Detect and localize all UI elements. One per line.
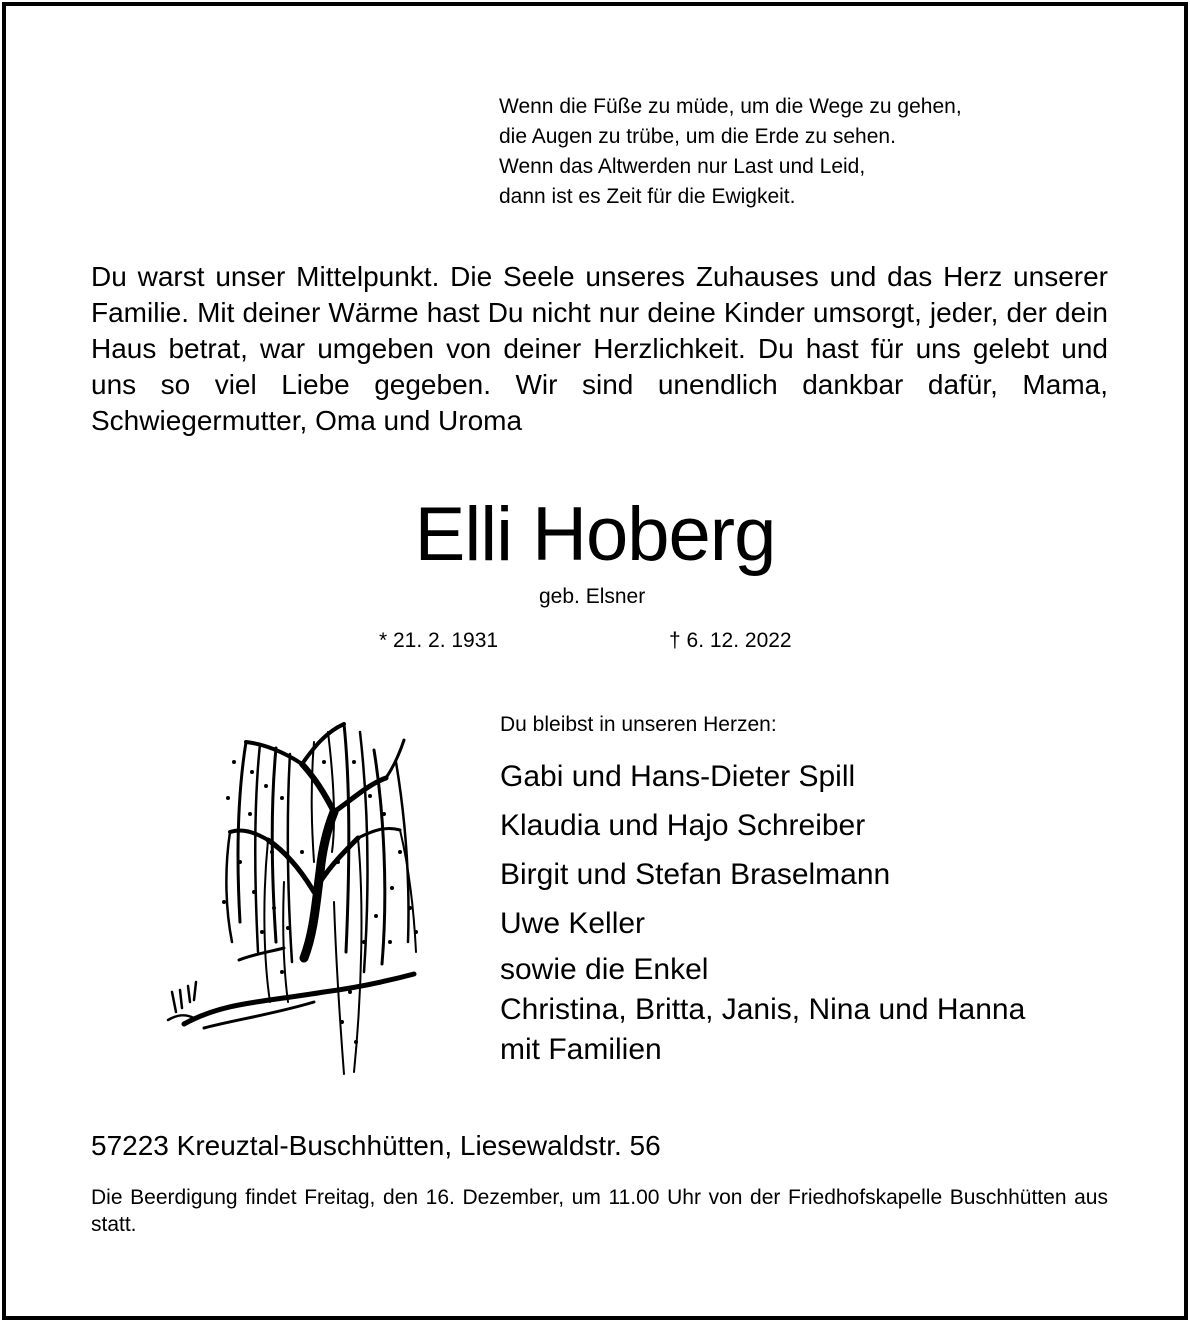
poem-line: dann ist es Zeit für die Ewigkeit. bbox=[499, 185, 796, 208]
poem-line: Wenn das Altwerden nur Last und Leid, bbox=[499, 155, 866, 178]
death-date: † 6. 12. 2022 bbox=[669, 629, 792, 652]
mourners-list bbox=[500, 752, 1025, 1070]
grandchildren-line: mit Familien bbox=[500, 1033, 662, 1066]
birth-date: * 21. 2. 1931 bbox=[379, 629, 499, 652]
mourner-name: Klaudia und Hajo Schreiber bbox=[500, 809, 866, 842]
grandchildren bbox=[500, 950, 1025, 1070]
poem-line: Wenn die Füße zu müde, um die Wege zu gehen, bbox=[499, 95, 962, 118]
mourner-name: Birgit und Stefan Braselmann bbox=[500, 858, 891, 891]
deceased-name: Elli Hoberg bbox=[414, 492, 776, 577]
mourners-intro: Du bleibst in unseren Herzen: bbox=[500, 713, 777, 736]
mourner-name: Gabi und Hans-Dieter Spill bbox=[500, 760, 856, 793]
mourner-name: Uwe Keller bbox=[500, 907, 646, 940]
funeral-notice: Die Beerdigung findet Freitag, den 16. Dezember, um 11.00 Uhr von der Friedhofskapelle Buschhütten aus statt. bbox=[91, 1186, 1108, 1236]
poem bbox=[499, 92, 962, 212]
poem-line: die Augen zu trübe, um die Erde zu sehen. bbox=[499, 125, 896, 148]
tribute-text: Du warst unser Mittelpunkt. Die Seele unseres Zuhauses und das Herz unserer Familie. Mit deiner Wärme hast Du nicht nur deine Kinder umsorgt, jeder, der dein Haus betrat, war umgeben von deiner Herzlichkeit. Du hast für uns gelebt und uns so viel Liebe gegeben. Wir sind unendlich dankbar dafür, Mama, Schwiegermutter, Oma und Uroma bbox=[91, 261, 1108, 436]
grandchildren-line: Christina, Britta, Janis, Nina und Hanna bbox=[500, 993, 1026, 1026]
obituary-frame bbox=[2, 2, 1188, 1320]
birth-name: geb. Elsner bbox=[539, 585, 646, 608]
grandchildren-line: sowie die Enkel bbox=[500, 953, 709, 986]
weeping-willow-icon bbox=[164, 702, 428, 1080]
address: 57223 Kreuztal-Buschhütten, Liesewaldstr. 56 bbox=[91, 1130, 661, 1161]
